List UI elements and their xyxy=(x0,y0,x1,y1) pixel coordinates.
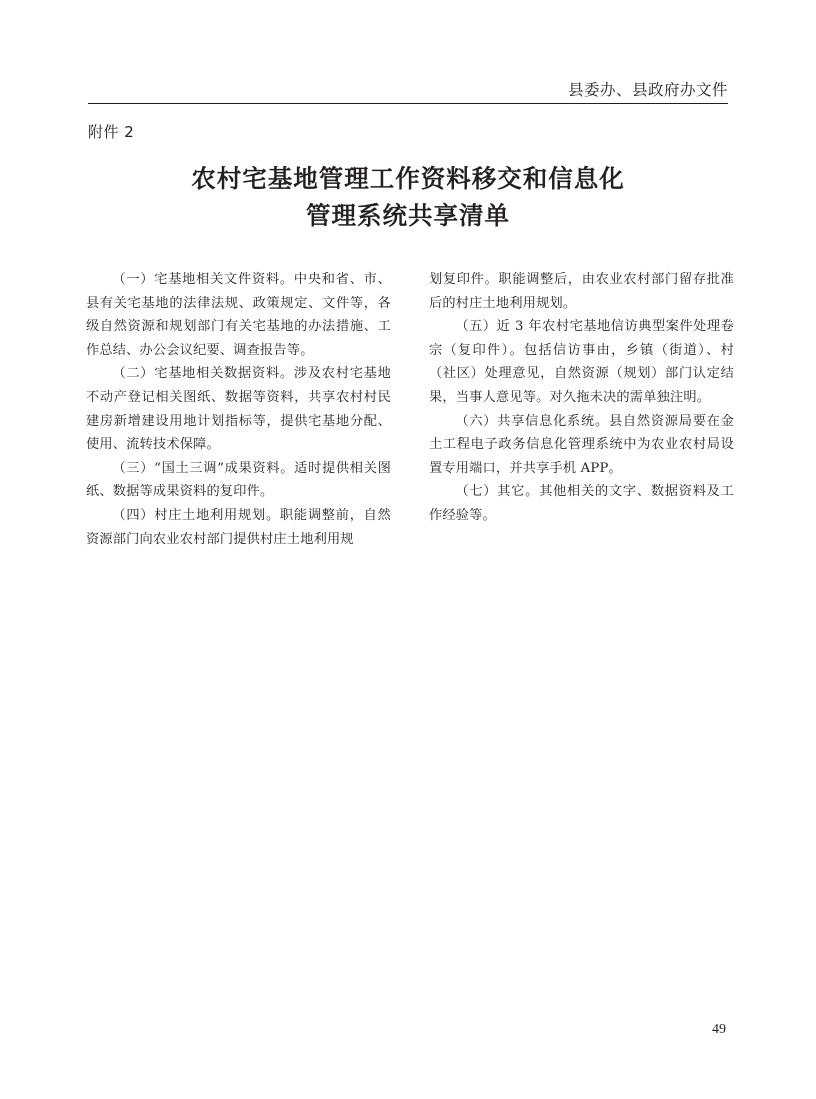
paragraph-7: （七）其它。其他相关的文字、数据资料及工作经验等。 xyxy=(429,484,734,523)
paragraph-2: （二）宅基地相关数据资料。涉及农村宅基地不动产登记相关图纸、数据等资料，共享农村村民建房新增建设用地计划指标等，提供宅基地分配、使用、流转技术保障。 xyxy=(86,366,391,453)
header-rule xyxy=(88,103,728,104)
title-line-1: 农村宅基地管理工作资料移交和信息化 xyxy=(191,164,625,193)
paragraph-1: （一）宅基地相关文件资料。中央和省、市、县有关宅基地的法律法规、政策规定、文件等，各级自然资源和规划部门有关宅基地的办法措施、工作总结、办公会议纪要、调查报告等。 xyxy=(86,272,391,358)
paragraph-4: （四）村庄土地利用规划。职能调整前，自然资源部门向农业农村部门提供村庄土地利用规 xyxy=(86,507,391,547)
document-title xyxy=(88,160,728,234)
left-column xyxy=(86,268,391,551)
body-columns xyxy=(86,268,734,551)
paragraph-5: （五）近 3 年农村宅基地信访典型案件处理卷宗（复印件）。包括信访事由，乡镇（街道）、村（社区）处理意见，自然资源（规划）部门认定结果，当事人意见等。对久拖未决的需单独注明。 xyxy=(429,319,734,405)
paragraph-4-continuation: 划复印件。职能调整后，由农业农村部门留存批准后的村庄土地利用规划。 xyxy=(429,272,734,311)
page-number: 49 xyxy=(712,1022,726,1037)
running-header: 县委办、县政府办文件 xyxy=(567,81,728,99)
paragraph-6: （六）共享信息化系统。县自然资源局要在金土工程电子政务信息化管理系统中为农业农村局设置专用端口，并共享手机 APP。 xyxy=(429,413,734,476)
paragraph-3: （三）“国土三调”成果资料。适时提供相关图纸、数据等成果资料的复印件。 xyxy=(86,460,391,500)
title-line-2: 管理系统共享清单 xyxy=(306,201,510,230)
attachment-label: 附件 2 xyxy=(88,123,135,141)
right-column xyxy=(429,268,734,551)
